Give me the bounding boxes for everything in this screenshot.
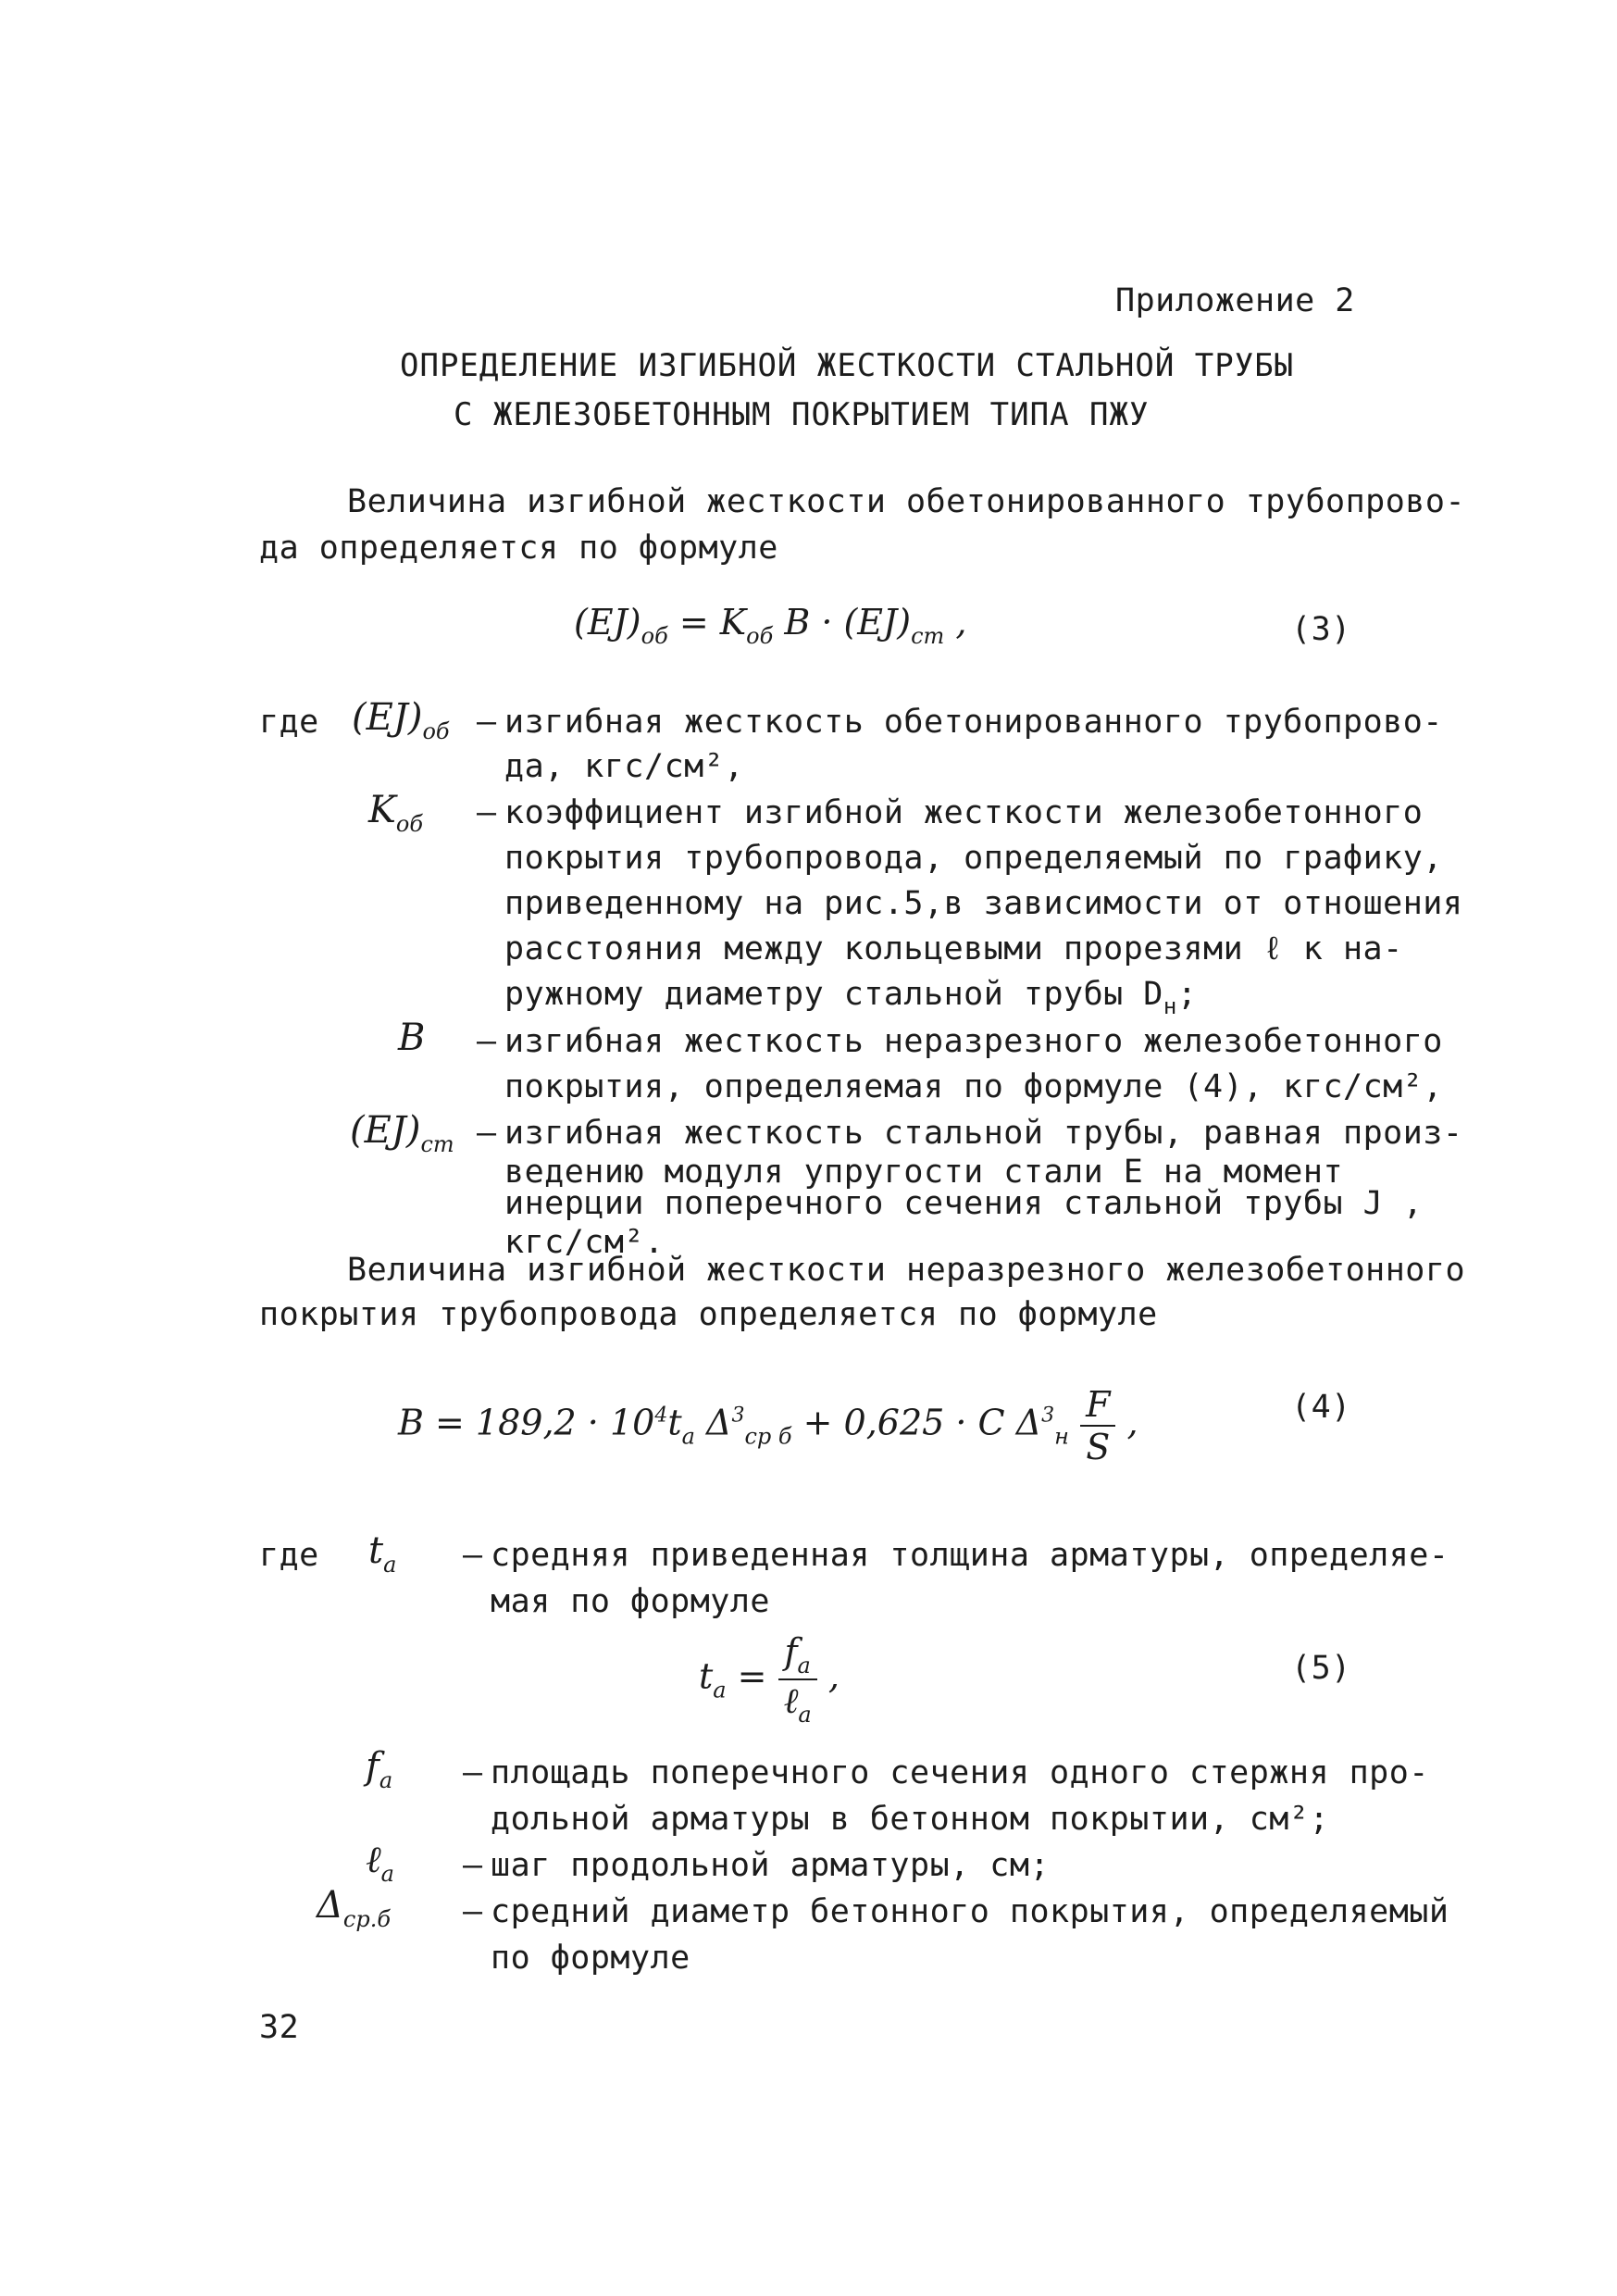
def-b-line-1: изгибная жесткость неразрезного железобетонного bbox=[504, 1023, 1443, 1060]
equation-3-number: (3) bbox=[1291, 611, 1351, 648]
def-k-ob-line-5-text: ружному диаметру стальной трубы D bbox=[504, 976, 1163, 1013]
def-k-ob-line-5-sub: н bbox=[1163, 993, 1177, 1019]
equation-4 bbox=[398, 1384, 1138, 1467]
def-k-ob-symbol bbox=[368, 789, 423, 837]
def-ta-symbol bbox=[368, 1529, 396, 1578]
paragraph-1-line-2: да определяется по формуле bbox=[259, 530, 778, 567]
def-fa-line-1: площадь поперечного сечения одного стержня про- bbox=[491, 1754, 1429, 1791]
def-dsrb-line-1: средний диаметр бетонного покрытия, определяемый bbox=[491, 1893, 1449, 1930]
eq4-num: F bbox=[1080, 1384, 1115, 1427]
def-k-ob-line-4: расстояния между кольцевыми прорезями ℓ к на- bbox=[504, 930, 1403, 967]
def-ta-sub: a bbox=[383, 1552, 397, 1578]
def-b-symbol: B bbox=[398, 1017, 426, 1059]
eq3-lhs: (EJ) bbox=[574, 602, 641, 643]
def-ej-st-sub: ст bbox=[420, 1131, 454, 1157]
def-dsrb-sub: ср.б bbox=[342, 1906, 391, 1932]
eq4-t: t bbox=[667, 1402, 682, 1443]
eq4-d1-sub: ср б bbox=[744, 1423, 792, 1450]
eq4-d1-sup: 3 bbox=[731, 1404, 745, 1428]
def-fa-sub: a bbox=[379, 1767, 393, 1793]
eq5-fraction bbox=[778, 1631, 817, 1728]
def-la-sym: ℓ bbox=[366, 1839, 381, 1881]
eq5-den-sub: a bbox=[798, 1702, 812, 1728]
def-ta-dash: – bbox=[463, 1537, 483, 1574]
def-fa-dash: – bbox=[463, 1754, 483, 1791]
def-k-ob-line-5-end: ; bbox=[1176, 976, 1198, 1013]
def-dsrb-sym: Δ bbox=[317, 1884, 343, 1927]
def-k-ob-line-1: коэффициент изгибной жесткости железобетонного bbox=[504, 794, 1424, 831]
def-dsrb-symbol bbox=[317, 1884, 391, 1932]
paragraph-1-line-1: Величина изгибной жесткости обетонированного трубопрово- bbox=[347, 483, 1466, 520]
eq5-num-wrap bbox=[778, 1631, 817, 1680]
def-fa-line-2: дольной арматуры в бетонном покрытии, см²; bbox=[491, 1801, 1330, 1838]
def-fa-symbol bbox=[366, 1745, 392, 1793]
def-ej-ob-dash: – bbox=[477, 704, 497, 741]
def-ta-line-2: мая по формуле bbox=[491, 1583, 771, 1620]
def-ej-ob-symbol bbox=[352, 696, 450, 744]
eq4-a-sup: 4 bbox=[654, 1404, 668, 1428]
eq4-a: B = 189,2 · 10 bbox=[398, 1402, 655, 1443]
def-k-ob-sub: об bbox=[395, 811, 423, 837]
appendix-label: Приложение 2 bbox=[1115, 282, 1355, 319]
def-ej-st-line-1: изгибная жесткость стальной трубы, равная произ- bbox=[504, 1115, 1463, 1152]
def-k-ob-line-5 bbox=[504, 976, 1197, 1019]
def-ta-sym: t bbox=[368, 1529, 384, 1572]
title-line-2: С ЖЕЛЕЗОБЕТОННЫМ ПОКРЫТИЕМ ТИПА ПЖУ bbox=[454, 396, 1150, 433]
def-ej-st-symbol bbox=[350, 1109, 454, 1157]
def-la-dash: – bbox=[463, 1847, 483, 1884]
def-ej-st-sym: (EJ) bbox=[350, 1109, 421, 1152]
equation-3 bbox=[574, 602, 966, 649]
where-label-1: где bbox=[259, 704, 319, 741]
eq3-rhs: B · (EJ) bbox=[773, 602, 912, 643]
eq3-rhs-sub: ст bbox=[911, 623, 945, 649]
def-b-dash: – bbox=[477, 1023, 497, 1060]
paragraph-2-line-1: Величина изгибной жесткости неразрезного железобетонного bbox=[347, 1252, 1466, 1289]
eq3-eq: = K bbox=[667, 602, 747, 643]
eq5-end: , bbox=[816, 1655, 840, 1697]
eq5-num-sub: a bbox=[797, 1653, 811, 1678]
eq5-lhs: t bbox=[699, 1655, 714, 1697]
eq4-d2-sup: 3 bbox=[1041, 1404, 1055, 1428]
eq3-k-sub: об bbox=[746, 623, 774, 649]
def-k-ob-dash: – bbox=[477, 794, 497, 831]
def-ta-line-1: средняя приведенная толщина арматуры, определяе- bbox=[491, 1537, 1449, 1574]
def-k-ob-line-3: приведенному на рис.5,в зависимости от отношения bbox=[504, 885, 1463, 922]
def-ej-ob-line-2: да, кгс/см², bbox=[504, 748, 744, 785]
eq5-num: f bbox=[784, 1631, 798, 1672]
def-ej-st-line-4: кгс/см². bbox=[504, 1224, 665, 1261]
eq5-eq: = bbox=[726, 1655, 778, 1697]
eq3-end: , bbox=[944, 602, 967, 643]
def-la-line-1: шаг продольной арматуры, см; bbox=[491, 1847, 1051, 1884]
def-ej-st-line-3: инерции поперечного сечения стальной трубы J , bbox=[504, 1185, 1424, 1222]
equation-5 bbox=[699, 1631, 840, 1728]
eq4-den: S bbox=[1086, 1427, 1111, 1467]
def-la-sub: a bbox=[380, 1861, 394, 1887]
eq5-den: ℓ bbox=[783, 1680, 799, 1721]
eq4-end: , bbox=[1115, 1402, 1138, 1443]
where-label-2: где bbox=[259, 1537, 319, 1574]
paragraph-2-line-2: покрытия трубопровода определяется по формуле bbox=[259, 1296, 1158, 1333]
def-ej-st-dash: – bbox=[477, 1115, 497, 1152]
eq5-den-wrap bbox=[778, 1680, 817, 1728]
eq4-t-sub: a bbox=[681, 1423, 695, 1450]
eq4-d2-sub: н bbox=[1054, 1423, 1069, 1450]
def-fa-sym: f bbox=[366, 1745, 379, 1788]
eq4-d1: Δ bbox=[694, 1402, 732, 1443]
title-line-1: ОПРЕДЕЛЕНИЕ ИЗГИБНОЙ ЖЕСТКОСТИ СТАЛЬНОЙ ТРУБЫ bbox=[400, 347, 1295, 384]
def-dsrb-line-2: по формуле bbox=[491, 1940, 690, 1977]
eq4-plus: + 0,625 · C Δ bbox=[791, 1402, 1042, 1443]
def-ej-ob-sub: об bbox=[422, 718, 450, 744]
def-dsrb-dash: – bbox=[463, 1893, 483, 1930]
eq5-lhs-sub: a bbox=[713, 1677, 727, 1703]
page-number: 32 bbox=[259, 2009, 300, 2046]
def-k-ob-line-2: покрытия трубопровода, определяемый по графику, bbox=[504, 840, 1443, 877]
def-ej-st-line-2: ведению модуля упругости стали E на момент bbox=[504, 1154, 1344, 1191]
def-ej-ob-line-1: изгибная жесткость обетонированного трубопрово- bbox=[504, 704, 1443, 741]
def-b-line-2: покрытия, определяемая по формуле (4), кгс/см², bbox=[504, 1068, 1443, 1105]
eq4-fraction bbox=[1080, 1384, 1115, 1467]
equation-5-number: (5) bbox=[1291, 1650, 1351, 1687]
def-la-symbol bbox=[366, 1838, 394, 1887]
equation-4-number: (4) bbox=[1291, 1389, 1351, 1426]
eq3-lhs-sub: об bbox=[641, 623, 668, 649]
def-ej-ob-sym: (EJ) bbox=[352, 696, 423, 739]
def-k-ob-sym: K bbox=[368, 789, 396, 831]
